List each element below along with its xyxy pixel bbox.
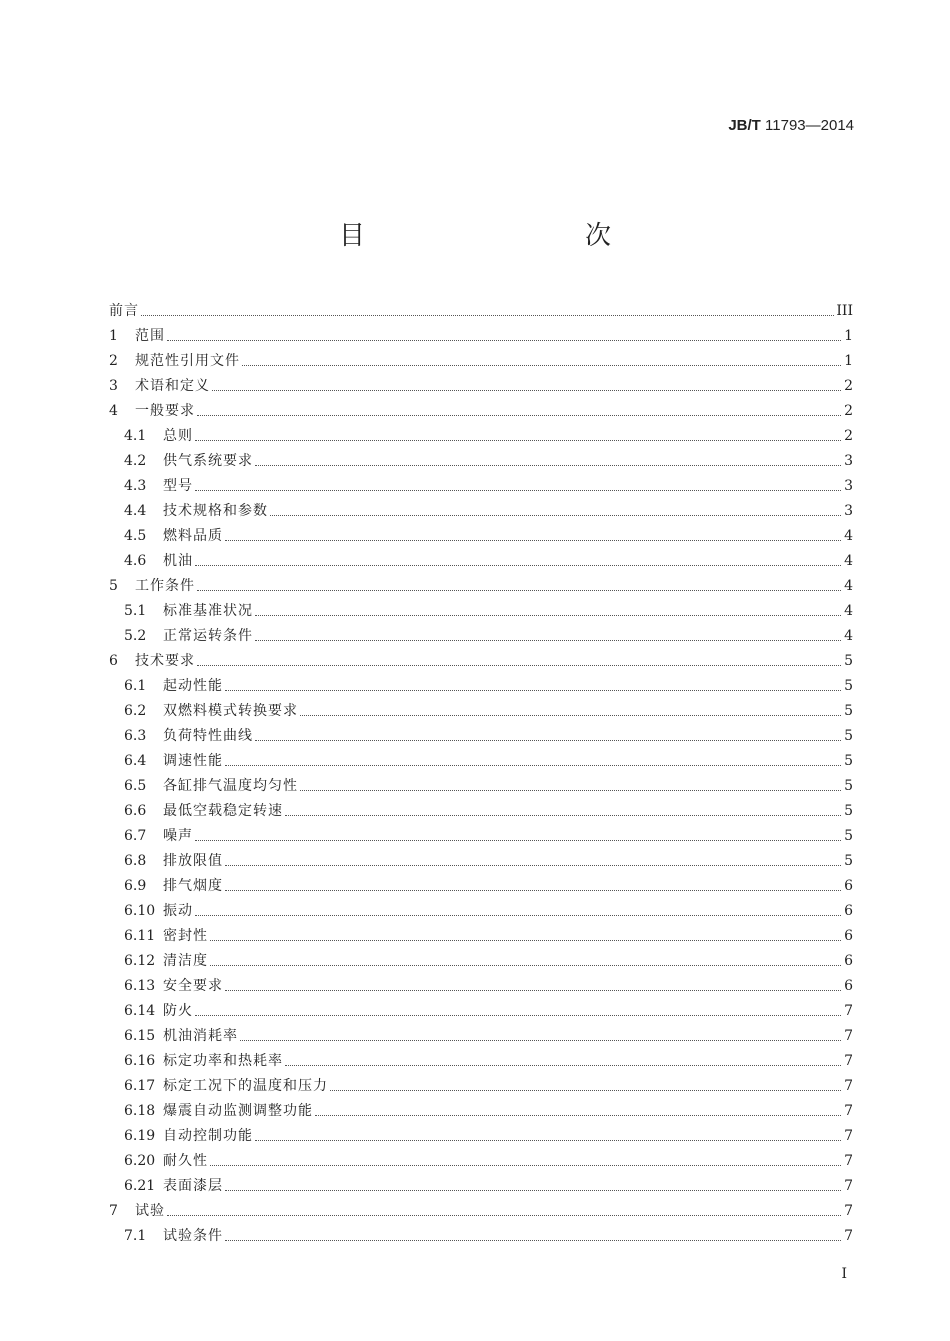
toc-section-number: 6.11 <box>124 928 156 944</box>
toc-section-number: 4.5 <box>124 528 147 544</box>
toc-entry[interactable] <box>109 695 853 720</box>
toc-section-number: 6 <box>109 653 118 669</box>
toc-entry-label: 试验条件 <box>163 1228 223 1244</box>
toc-section-number: 6.12 <box>124 953 156 969</box>
toc-entry-label: 标准基准状况 <box>163 603 253 619</box>
toc-page-number: 6 <box>844 978 853 994</box>
toc-entry-label: 标定功率和热耗率 <box>163 1053 283 1069</box>
toc-entry[interactable] <box>109 920 853 945</box>
toc-leader-dots <box>195 915 841 916</box>
toc-page-number: 6 <box>844 928 853 944</box>
toc-page-number: 5 <box>844 728 853 744</box>
toc-page-number: 1 <box>844 328 853 344</box>
toc-leader-dots <box>195 840 841 841</box>
toc-page-number: 7 <box>844 1078 853 1094</box>
toc-entry[interactable] <box>109 670 853 695</box>
toc-entry-label: 技术规格和参数 <box>163 503 268 519</box>
toc-page-number: 2 <box>844 428 853 444</box>
toc-page-number: 3 <box>844 478 853 494</box>
toc-entry-label: 各缸排气温度均匀性 <box>163 778 298 794</box>
toc-page-number: 2 <box>844 378 853 394</box>
toc-leader-dots <box>315 1115 841 1116</box>
toc-section-number: 6.10 <box>124 903 156 919</box>
toc-page-number: 6 <box>844 953 853 969</box>
toc-entry-label: 燃料品质 <box>163 528 223 544</box>
toc-leader-dots <box>212 390 841 391</box>
toc-page-number: 7 <box>844 1053 853 1069</box>
toc-leader-dots <box>255 615 841 616</box>
toc-entry-label: 供气系统要求 <box>163 453 253 469</box>
toc-leader-dots <box>167 1215 841 1216</box>
toc-entry[interactable] <box>109 895 853 920</box>
toc-section-number: 4 <box>109 403 118 419</box>
toc-page-number: 7 <box>844 1128 853 1144</box>
toc-section-number: 6.2 <box>124 703 147 719</box>
toc-entry-label: 密封性 <box>163 928 208 944</box>
toc-entry[interactable] <box>109 545 853 570</box>
toc-entry[interactable] <box>109 470 853 495</box>
toc-page-number: 7 <box>844 1153 853 1169</box>
standard-prefix: JB/T <box>728 117 761 134</box>
toc-leader-dots <box>255 640 841 641</box>
toc-entry[interactable] <box>109 770 853 795</box>
toc-page-number: 5 <box>844 703 853 719</box>
toc-entry[interactable] <box>109 845 853 870</box>
toc-section-number: 4.1 <box>124 428 147 444</box>
toc-entry-label: 标定工况下的温度和压力 <box>163 1078 328 1094</box>
toc-leader-dots <box>195 1015 841 1016</box>
toc-entry-label: 正常运转条件 <box>163 628 253 644</box>
toc-entry[interactable] <box>109 1170 853 1195</box>
toc-section-number: 6.20 <box>124 1153 156 1169</box>
toc-entry-label: 最低空载稳定转速 <box>163 803 283 819</box>
page-number: I <box>841 1266 847 1282</box>
toc-section-number: 6.17 <box>124 1078 156 1094</box>
toc-page-number: 2 <box>844 403 853 419</box>
toc-entry[interactable] <box>109 720 853 745</box>
toc-section-number: 4.2 <box>124 453 147 469</box>
toc-section-number: 6.13 <box>124 978 156 994</box>
toc-entry-label: 机油 <box>163 553 193 569</box>
toc-entry[interactable] <box>109 1095 853 1120</box>
toc-leader-dots <box>270 515 841 516</box>
toc-section-number: 5.2 <box>124 628 147 644</box>
toc-leader-dots <box>225 1240 841 1241</box>
toc-leader-dots <box>255 1140 841 1141</box>
toc-page-number: 3 <box>844 453 853 469</box>
toc-entry-label: 清洁度 <box>163 953 208 969</box>
toc-entry[interactable] <box>109 570 853 595</box>
toc-leader-dots <box>285 1065 841 1066</box>
toc-entry[interactable] <box>109 1045 853 1070</box>
toc-entry-label: 范围 <box>135 328 165 344</box>
toc-leader-dots <box>225 990 841 991</box>
toc-leader-dots <box>141 315 834 316</box>
toc-section-number: 6.1 <box>124 678 147 694</box>
toc-section-number: 7.1 <box>124 1228 147 1244</box>
toc-entry-label: 防火 <box>163 1003 193 1019</box>
toc-leader-dots <box>210 965 841 966</box>
toc-entry-label: 排气烟度 <box>163 878 223 894</box>
toc-leader-dots <box>242 365 841 366</box>
toc-entry[interactable] <box>109 495 853 520</box>
toc-leader-dots <box>225 690 841 691</box>
toc-entry[interactable] <box>109 1120 853 1145</box>
toc-entry-label: 双燃料模式转换要求 <box>163 703 298 719</box>
toc-leader-dots <box>225 540 841 541</box>
toc-leader-dots <box>255 740 841 741</box>
toc-entry[interactable] <box>109 420 853 445</box>
toc-page-number: 5 <box>844 678 853 694</box>
toc-section-number: 4.4 <box>124 503 147 519</box>
toc-entry[interactable] <box>109 745 853 770</box>
toc-section-number: 6.19 <box>124 1128 156 1144</box>
toc-leader-dots <box>195 490 841 491</box>
toc-entry[interactable] <box>109 645 853 670</box>
toc-entry[interactable] <box>109 445 853 470</box>
toc-page-number: 3 <box>844 503 853 519</box>
toc-section-number: 7 <box>109 1203 118 1219</box>
toc-section-number: 5.1 <box>124 603 147 619</box>
toc-page-number: 7 <box>844 1028 853 1044</box>
toc-section-number: 6.15 <box>124 1028 156 1044</box>
standard-number <box>728 117 854 134</box>
standard-code: 11793—2014 <box>765 117 854 134</box>
toc-entry[interactable] <box>109 1020 853 1045</box>
toc-entry[interactable] <box>109 970 853 995</box>
toc-leader-dots <box>240 1040 841 1041</box>
toc-entry-label: 型号 <box>163 478 193 494</box>
toc-page-number: III <box>836 303 853 319</box>
toc-entry-label: 负荷特性曲线 <box>163 728 253 744</box>
toc-page-number: 5 <box>844 778 853 794</box>
toc-entry-label: 振动 <box>163 903 193 919</box>
toc-page-number: 1 <box>844 353 853 369</box>
toc-entry-label: 安全要求 <box>163 978 223 994</box>
toc-entry[interactable] <box>109 370 853 395</box>
toc-entry-label: 规范性引用文件 <box>135 353 240 369</box>
toc-leader-dots <box>285 815 841 816</box>
toc-page-number: 7 <box>844 1003 853 1019</box>
toc-entry[interactable] <box>109 1195 853 1220</box>
toc-entry-label: 技术要求 <box>135 653 195 669</box>
toc-section-number: 4.3 <box>124 478 147 494</box>
toc-page-number: 7 <box>844 1228 853 1244</box>
toc-section-number: 1 <box>109 328 118 344</box>
toc-entry-label: 总则 <box>163 428 193 444</box>
toc-section-number: 6.7 <box>124 828 147 844</box>
toc-section-number: 6.8 <box>124 853 147 869</box>
toc-section-number: 6.14 <box>124 1003 156 1019</box>
toc-leader-dots <box>197 415 841 416</box>
toc-leader-dots <box>225 765 841 766</box>
toc-section-number: 3 <box>109 378 118 394</box>
toc-leader-dots <box>210 1165 841 1166</box>
toc-entry-label: 一般要求 <box>135 403 195 419</box>
toc-leader-dots <box>225 1190 841 1191</box>
toc-section-number: 6.18 <box>124 1103 156 1119</box>
toc-leader-dots <box>167 340 841 341</box>
toc-entry[interactable] <box>109 345 853 370</box>
toc-section-number: 6.21 <box>124 1178 156 1194</box>
toc-section-number: 6.16 <box>124 1053 156 1069</box>
toc-entry[interactable] <box>109 795 853 820</box>
toc-entry-label: 排放限值 <box>163 853 223 869</box>
toc-entry-label: 工作条件 <box>135 578 195 594</box>
toc-entry[interactable] <box>109 1145 853 1170</box>
toc-page-number: 5 <box>844 803 853 819</box>
toc-leader-dots <box>300 790 841 791</box>
page-title: 目 次 <box>338 221 667 251</box>
toc-entry[interactable] <box>109 395 853 420</box>
toc-entry-label: 前言 <box>109 303 139 319</box>
toc-entry[interactable] <box>109 295 853 320</box>
toc-entry[interactable] <box>109 520 853 545</box>
toc-section-number: 6.6 <box>124 803 147 819</box>
toc-page-number: 5 <box>844 853 853 869</box>
toc-entry[interactable] <box>109 945 853 970</box>
toc-entry[interactable] <box>109 320 853 345</box>
toc-entry-label: 自动控制功能 <box>163 1128 253 1144</box>
toc-section-number: 6.4 <box>124 753 147 769</box>
table-of-contents <box>109 295 853 1245</box>
toc-page-number: 4 <box>844 553 853 569</box>
toc-section-number: 2 <box>109 353 118 369</box>
toc-section-number: 4.6 <box>124 553 147 569</box>
toc-page-number: 4 <box>844 578 853 594</box>
toc-entry-label: 机油消耗率 <box>163 1028 238 1044</box>
toc-section-number: 6.5 <box>124 778 147 794</box>
toc-leader-dots <box>195 565 841 566</box>
toc-entry[interactable] <box>109 595 853 620</box>
toc-page-number: 6 <box>844 903 853 919</box>
toc-leader-dots <box>210 940 841 941</box>
toc-page-number: 4 <box>844 603 853 619</box>
toc-entry-label: 试验 <box>135 1203 165 1219</box>
toc-page-number: 5 <box>844 653 853 669</box>
toc-entry-label: 起动性能 <box>163 678 223 694</box>
toc-page-number: 5 <box>844 828 853 844</box>
toc-page-number: 4 <box>844 628 853 644</box>
toc-entry[interactable] <box>109 1070 853 1095</box>
toc-leader-dots <box>195 440 841 441</box>
toc-leader-dots <box>300 715 841 716</box>
toc-entry-label: 调速性能 <box>163 753 223 769</box>
toc-leader-dots <box>197 590 841 591</box>
toc-entry-label: 术语和定义 <box>135 378 210 394</box>
toc-entry-label: 爆震自动监测调整功能 <box>163 1103 313 1119</box>
toc-page-number: 4 <box>844 528 853 544</box>
toc-page-number: 6 <box>844 878 853 894</box>
toc-leader-dots <box>225 865 841 866</box>
toc-entry[interactable] <box>109 1220 853 1245</box>
toc-entry-label: 耐久性 <box>163 1153 208 1169</box>
toc-leader-dots <box>330 1090 841 1091</box>
toc-page-number: 7 <box>844 1203 853 1219</box>
toc-leader-dots <box>255 465 841 466</box>
toc-entry[interactable] <box>109 995 853 1020</box>
toc-entry-label: 表面漆层 <box>163 1178 223 1194</box>
toc-entry[interactable] <box>109 820 853 845</box>
toc-entry[interactable] <box>109 870 853 895</box>
toc-page-number: 7 <box>844 1103 853 1119</box>
toc-page-number: 5 <box>844 753 853 769</box>
toc-page-number: 7 <box>844 1178 853 1194</box>
toc-section-number: 6.9 <box>124 878 147 894</box>
toc-entry-label: 噪声 <box>163 828 193 844</box>
toc-section-number: 5 <box>109 578 118 594</box>
toc-section-number: 6.3 <box>124 728 147 744</box>
toc-leader-dots <box>225 890 841 891</box>
toc-leader-dots <box>197 665 841 666</box>
toc-entry[interactable] <box>109 620 853 645</box>
